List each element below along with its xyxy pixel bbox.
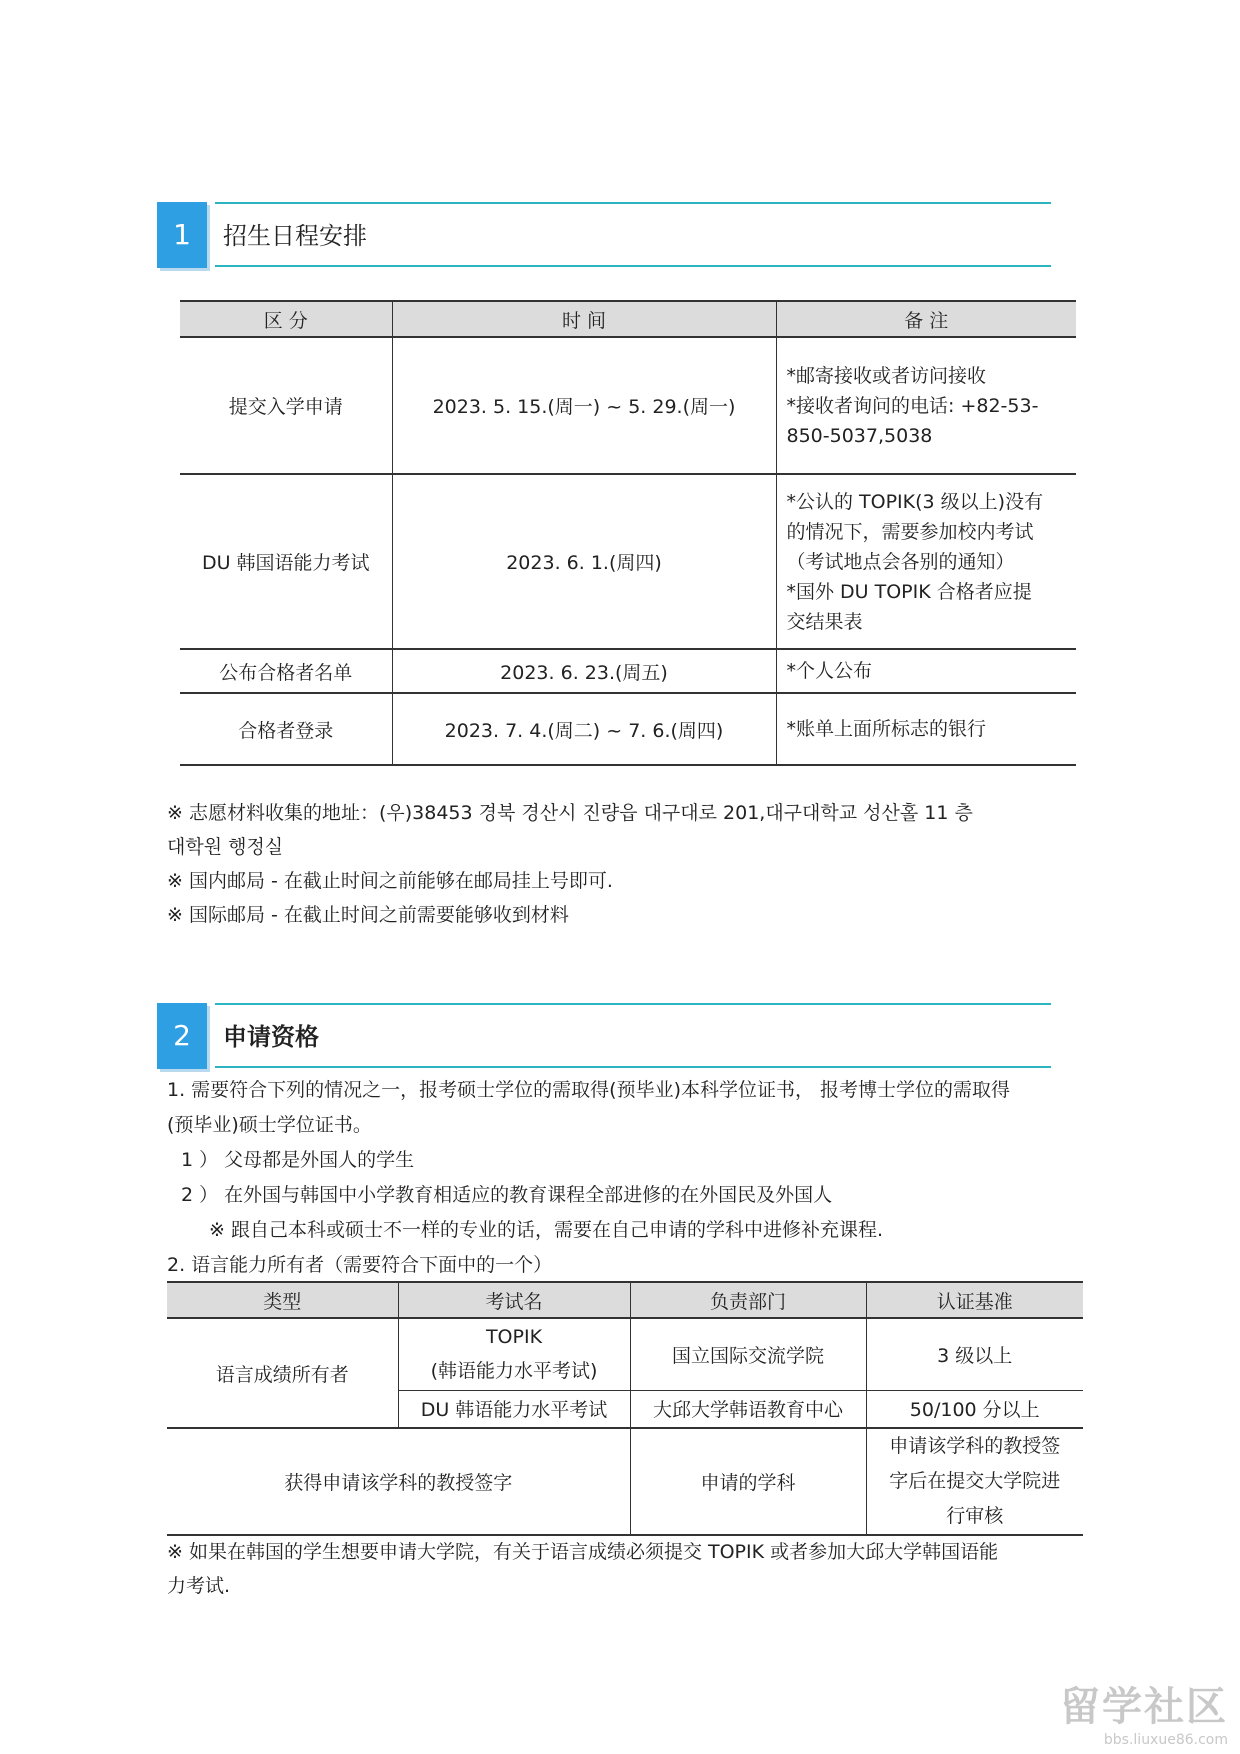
table-row [167,1318,1083,1390]
table-row [167,1428,1083,1535]
column-header: 负责部门 [630,1282,866,1318]
note-line: *公认的 TOPIK(3 级以上)没有 [786,490,1044,513]
section-number: 1 [157,202,207,268]
table-row [180,474,1076,649]
note-line: *个人公布 [786,660,873,682]
body-line: 2 ） 在外国与韩国中小学教育相适应的教育课程全部进修的在外国民及外国人 [181,1184,833,1206]
note-line: 대학원 행정실 [167,836,284,858]
section-title: 申请资格 [223,1023,319,1051]
section-2-body [167,1073,1010,1283]
level-line: 字后在提交大学院进 [889,1470,1061,1492]
section-2-footer [167,1535,998,1603]
body-line: ※ 跟自己本科或硕士不一样的专业的话，需要在自己申请的学科中进修补充课程. [209,1219,884,1241]
column-header: 区 分 [180,301,392,337]
category-cell: 合格者登录 [180,693,392,765]
notes-cell [776,693,1076,765]
divider [215,1066,1051,1068]
category-cell: 提交入学申请 [180,337,392,474]
body-line: 1. 需要符合下列的情况之一，报考硕士学位的需取得(预毕业)本科学位证书， 报考博士学位的需取得 [167,1079,1011,1101]
note-line: *接收者询问的电话: +82-53- [786,394,1039,417]
notes-cell [776,474,1076,649]
section-1-header [157,202,1052,270]
note-line: ※ 如果在韩国的学生想要申请大学院，有关于语言成绩必须提交 TOPIK 或者参加大邱大学韩国语能 [167,1541,999,1563]
note-line: 850-5037,5038 [786,424,933,447]
body-line: 2. 语言能力所有者（需要符合下面中的一个） [167,1254,553,1276]
type-cell: 获得申请该学科的教授签字 [167,1428,630,1535]
dept-cell: 大邱大学韩语教育中心 [630,1390,866,1428]
watermark-brand: 留学社区 [1060,1684,1228,1730]
note-line: *国外 DU TOPIK 合格者应提 [786,580,1032,603]
category-cell: 公布合格者名单 [180,649,392,693]
category-cell: DU 韩国语能力考试 [180,474,392,649]
table-row [180,337,1076,474]
watermark-url: bbs.liuxue86.com [1103,1732,1228,1748]
note-line: 的情况下，需要参加校内考试 [786,520,1034,543]
body-line: (预毕业)硕士学位证书。 [167,1114,372,1136]
note-line: ※ 国际邮局 - 在截止时间之前需要能够收到材料 [167,904,569,926]
table-row [180,649,1076,693]
exam-name-cell [398,1318,630,1390]
divider [215,1003,1051,1005]
column-header: 时 间 [392,301,776,337]
dept-cell: 国立国际交流学院 [630,1318,866,1390]
level-line: 申请该学科的教授签 [889,1435,1061,1457]
note-line: 交结果表 [786,610,863,633]
notes-cell [776,649,1076,693]
exam-name-cell: DU 韩语能力水平考试 [398,1390,630,1428]
language-table [167,1281,1083,1536]
note-line: 力考试. [167,1575,231,1597]
divider [215,265,1051,267]
section-2-header [157,1003,1052,1071]
note-line: （考试地点会各别的通知） [786,550,1015,573]
time-cell: 2023. 6. 1.(周四) [392,474,776,649]
dept-cell: 申请的学科 [630,1428,866,1535]
divider [215,202,1051,204]
note-line: ※ 志愿材料收集的地址：(우)38453 경북 경산시 진량읍 대구대로 201,대구대학교 성산홀 11 층 [167,802,973,824]
time-cell: 2023. 7. 4.(周二) ~ 7. 6.(周四) [392,693,776,765]
section-number: 2 [157,1003,207,1069]
column-header: 认证基准 [866,1282,1083,1318]
table-header-row [167,1282,1083,1318]
level-cell: 50/100 分以上 [866,1390,1083,1428]
column-header: 类型 [167,1282,398,1318]
table-row [180,693,1076,765]
time-cell: 2023. 5. 15.(周一) ~ 5. 29.(周一) [392,337,776,474]
column-header: 备 注 [776,301,1076,337]
section-1-notes [167,796,973,932]
column-header: 考试名 [398,1282,630,1318]
section-title: 招生日程安排 [223,222,367,250]
level-cell [866,1428,1083,1535]
body-line: 1 ） 父母都是外国人的学生 [181,1149,415,1171]
level-line: 行审核 [946,1505,1004,1527]
time-cell: 2023. 6. 23.(周五) [392,649,776,693]
exam-name-line: (韩语能力水平考试) [430,1360,598,1383]
notes-cell [776,337,1076,474]
exam-name-line: TOPIK [485,1326,543,1349]
note-line: ※ 国内邮局 - 在截止时间之前能够在邮局挂上号即可. [167,870,613,892]
table-header-row [180,301,1076,337]
level-cell: 3 级以上 [866,1318,1083,1390]
schedule-table [180,300,1076,766]
type-cell: 语言成绩所有者 [167,1318,398,1428]
note-line: *账单上面所标志的银行 [786,718,987,740]
watermark [1060,1675,1228,1748]
note-line: *邮寄接收或者访问接收 [786,364,987,387]
